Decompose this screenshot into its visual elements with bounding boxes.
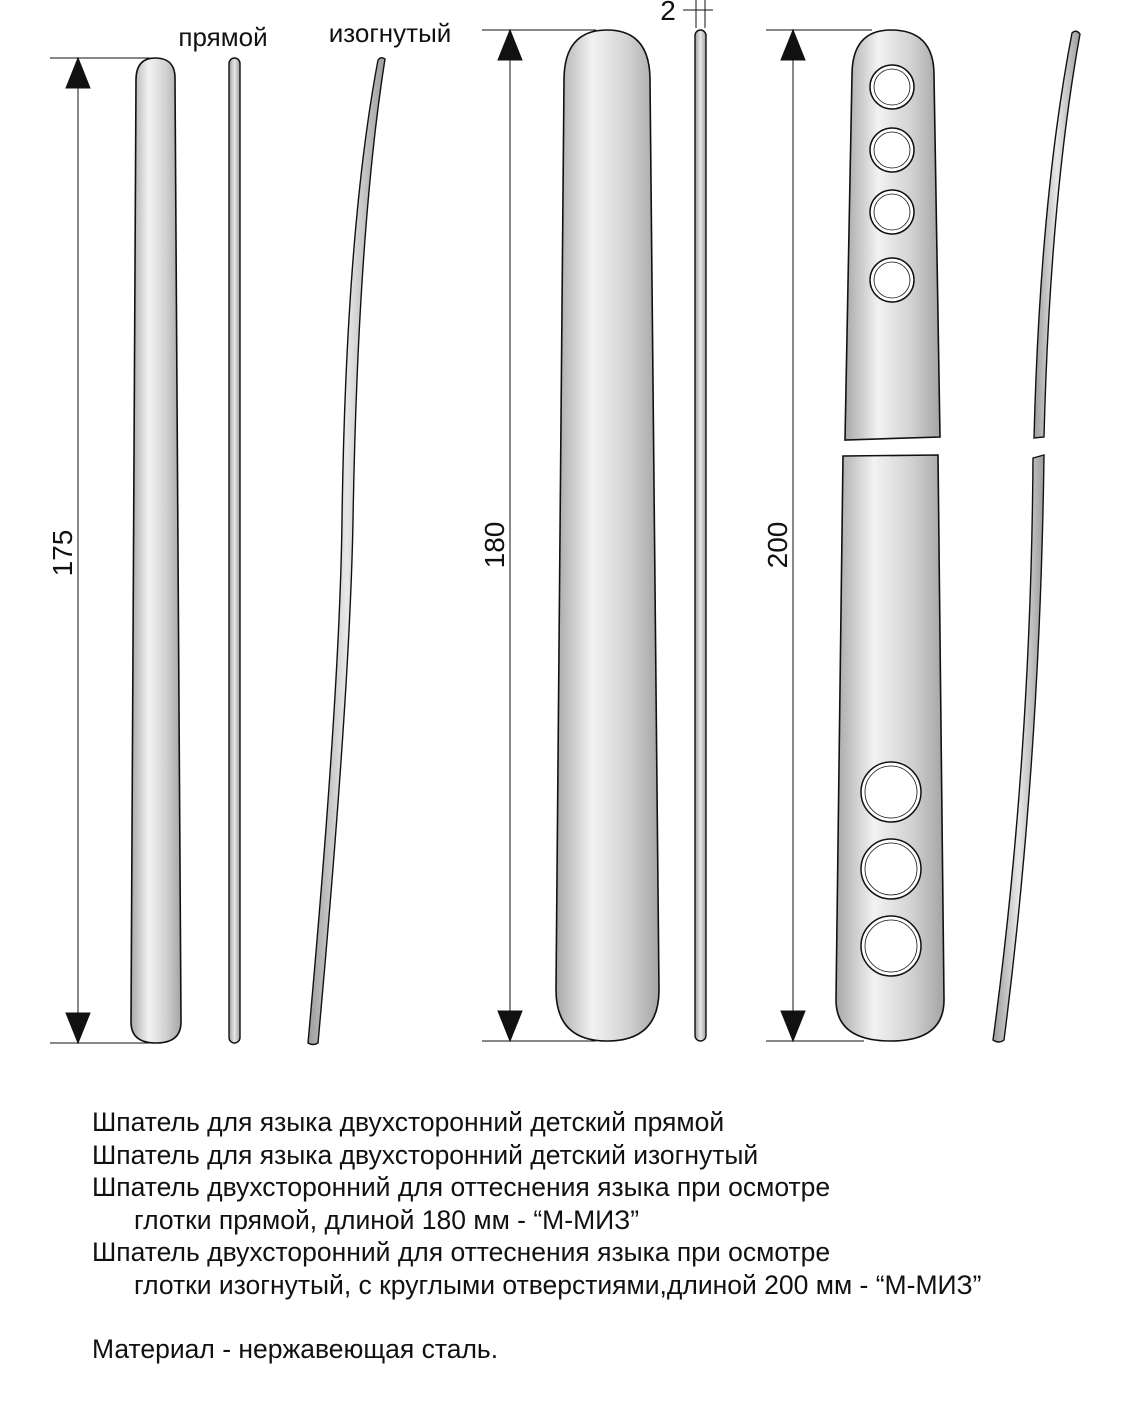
hole [861, 762, 921, 822]
dimension-thickness-label: 2 [660, 0, 676, 26]
hole [861, 916, 921, 976]
material-note: Материал - нержавеющая сталь. [92, 1334, 499, 1364]
hole [870, 258, 914, 302]
spatula-child-straight-profile [229, 58, 240, 1043]
label-straight: прямой [178, 22, 268, 52]
caption-line-3: Шпатель двухсторонний для оттеснения языка при осмотре [92, 1172, 831, 1202]
hole [861, 839, 921, 899]
spatula-child-curved-profile [308, 58, 385, 1045]
caption-line-4: глотки прямой, длиной 180 мм - “М-МИЗ” [134, 1204, 640, 1235]
hole [870, 190, 914, 234]
spatula-180-blade [556, 30, 659, 1041]
caption-line-5: Шпатель двухсторонний для оттеснения языка при осмотре [92, 1237, 831, 1267]
label-curved: изогнутый [328, 18, 452, 48]
product-description [92, 1106, 1132, 1366]
caption-line-6: глотки изогнутый, с круглыми отверстиями,длиной 200 мм - “М-МИЗ” [134, 1269, 982, 1300]
dimension-175-label: 175 [47, 529, 78, 577]
spatula-child-blade [131, 58, 181, 1043]
spatula-200-large-holes [861, 762, 921, 976]
dimension-thickness [683, 0, 713, 28]
dimension-180-label: 180 [479, 521, 510, 569]
caption-line-2: Шпатель для языка двухсторонний детский изогнутый [92, 1139, 759, 1170]
dimension-200-label: 200 [762, 521, 793, 569]
caption-line-1: Шпатель для языка двухсторонний детский прямой [92, 1107, 725, 1137]
spatula-180-profile [695, 30, 706, 1041]
spatula-200-curved-profile-lower [993, 455, 1044, 1042]
hole [870, 65, 914, 109]
spatula-200-curved-profile-upper [1034, 31, 1080, 438]
hole [870, 128, 914, 172]
